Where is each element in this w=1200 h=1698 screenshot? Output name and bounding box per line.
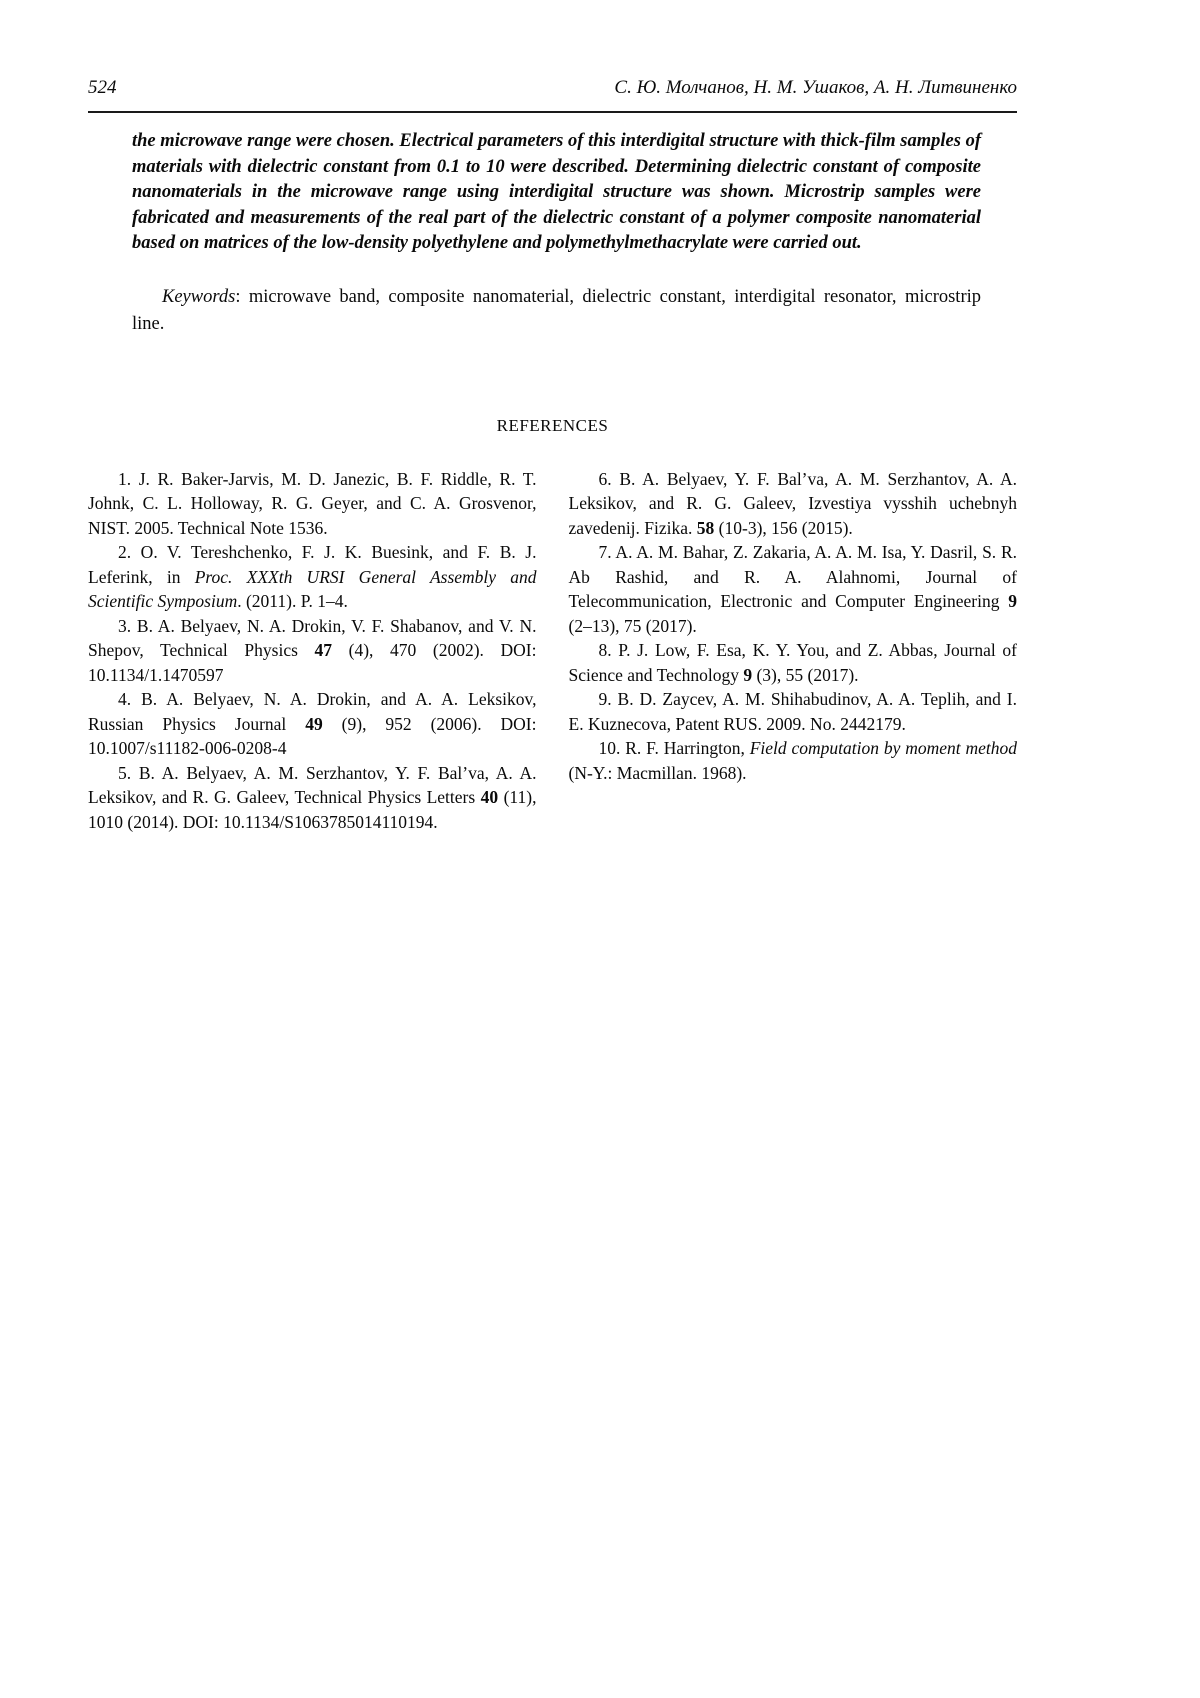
reference-item [569,467,1018,541]
text-segment: Keywords [162,286,236,307]
text-segment: 9 [1008,591,1017,611]
reference-item [569,736,1018,785]
abstract-text: the microwave range were chosen. Electrical parameters of this interdigital structure with thick-film samples of materials with dielectric constant from 0.1 to 10 were described. Determining dielectric constant of composite nanomaterials in the microwave range using interdigital structure was shown. Microstrip samples were fabricated and measurements of the real part of the dielectric constant of a polymer composite nanomaterial based on matrices of the low-density polyethylene and polymethylmethacrylate were carried out. [132,131,981,253]
text-segment: 5. B. A. Belyaev, A. M. Serzhantov, Y. F. Bal’va, A. A. Leksikov, and R. G. Galeev, Technical Physics Letters [88,762,537,807]
text-segment: Field computation by moment method [749,738,1017,758]
references-heading: REFERENCES [496,415,609,435]
text-segment: 40 [480,787,499,807]
journal-page [0,0,1200,834]
page-number: 524 [88,77,117,98]
text-segment: 4. B. A. Belyaev, N. A. Drokin, and A. A. Leksikov, Russian Physics Journal [88,689,537,734]
text-segment: 49 [305,713,323,734]
reference-item [569,540,1018,638]
text-segment: (3), 55 (2017). [752,664,859,685]
reference-item [88,761,537,835]
header-rule [88,111,1017,113]
reference-item [569,687,1018,736]
text-segment: 2. O. V. Tereshchenko, F. J. K. Buesink, and F. B. J. Leferink, in [88,542,537,587]
references-section [88,467,1017,835]
text-segment: (9), 952 (2006). DOI: 10.1007/s11182-006-0208-4 [88,713,537,758]
text-segment: . (2011). P. 1–4. [237,591,348,611]
text-segment: (11), 1010 (2014). DOI: 10.1134/S1063785014110194. [88,787,537,832]
references-left-column [88,467,537,835]
reference-item [88,614,537,688]
text-segment: (4), 470 (2002). DOI: 10.1134/1.1470597 [88,640,537,685]
text-segment: 6. B. A. Belyaev, Y. F. Bal’va, A. M. Serzhantov, A. A. Leksikov, and R. G. Galeev, Izvestiya vysshih uchebnyh zavedenij. Fizika. [568,468,1017,538]
text-segment: 9. B. D. Zaycev, A. M. Shihabudinov, A. A. Teplih, and I. E. Kuznecova, Patent RUS. 2009. No. 2442179. [568,689,1017,734]
text-segment: (10-3), 156 (2015). [714,517,853,538]
running-head [88,76,1017,100]
reference-item [88,540,537,614]
text-segment: 10. R. F. Harrington, [598,738,750,758]
running-head-authors: С. Ю. Молчанов, Н. М. Ушаков, А. Н. Литвиненко [614,77,1017,98]
text-segment: (2–13), 75 (2017). [568,615,697,636]
text-segment: 8. P. J. Low, F. Esa, K. Y. You, and Z. Abbas, Journal of Science and Technology [568,640,1017,685]
reference-item [88,687,537,761]
text-segment: (N-Y.: Macmillan. 1968). [568,762,747,783]
keywords-paragraph [132,284,981,338]
text-segment: 7. A. A. M. Bahar, Z. Zakaria, A. A. M. Isa, Y. Dasril, S. R. Ab Rashid, and R. A. Alahnomi, Journal of Telecommunication, Electronic and Computer Engineering [568,542,1017,611]
text-segment: : microwave band, composite nanomaterial, dielectric constant, interdigital resonator, microstrip line. [132,286,981,334]
text-segment: 58 [696,517,715,538]
text-segment: Proc. XXXth URSI General Assembly and Scientific Symposium [88,566,537,611]
text-segment: 3. B. A. Belyaev, N. A. Drokin, V. F. Shabanov, and V. N. Shepov, Technical Physics [88,615,537,660]
reference-item [88,467,537,541]
reference-item [569,638,1018,687]
text-segment: 1. J. R. Baker-Jarvis, M. D. Janezic, B. F. Riddle, R. T. Johnk, C. L. Holloway, R. G. Geyer, and C. A. Grosvenor, NIST. 2005. Technical Note 1536. [88,468,537,538]
text-segment: 47 [314,640,333,660]
references-right-column [569,467,1018,835]
text-segment: 9 [743,664,753,685]
